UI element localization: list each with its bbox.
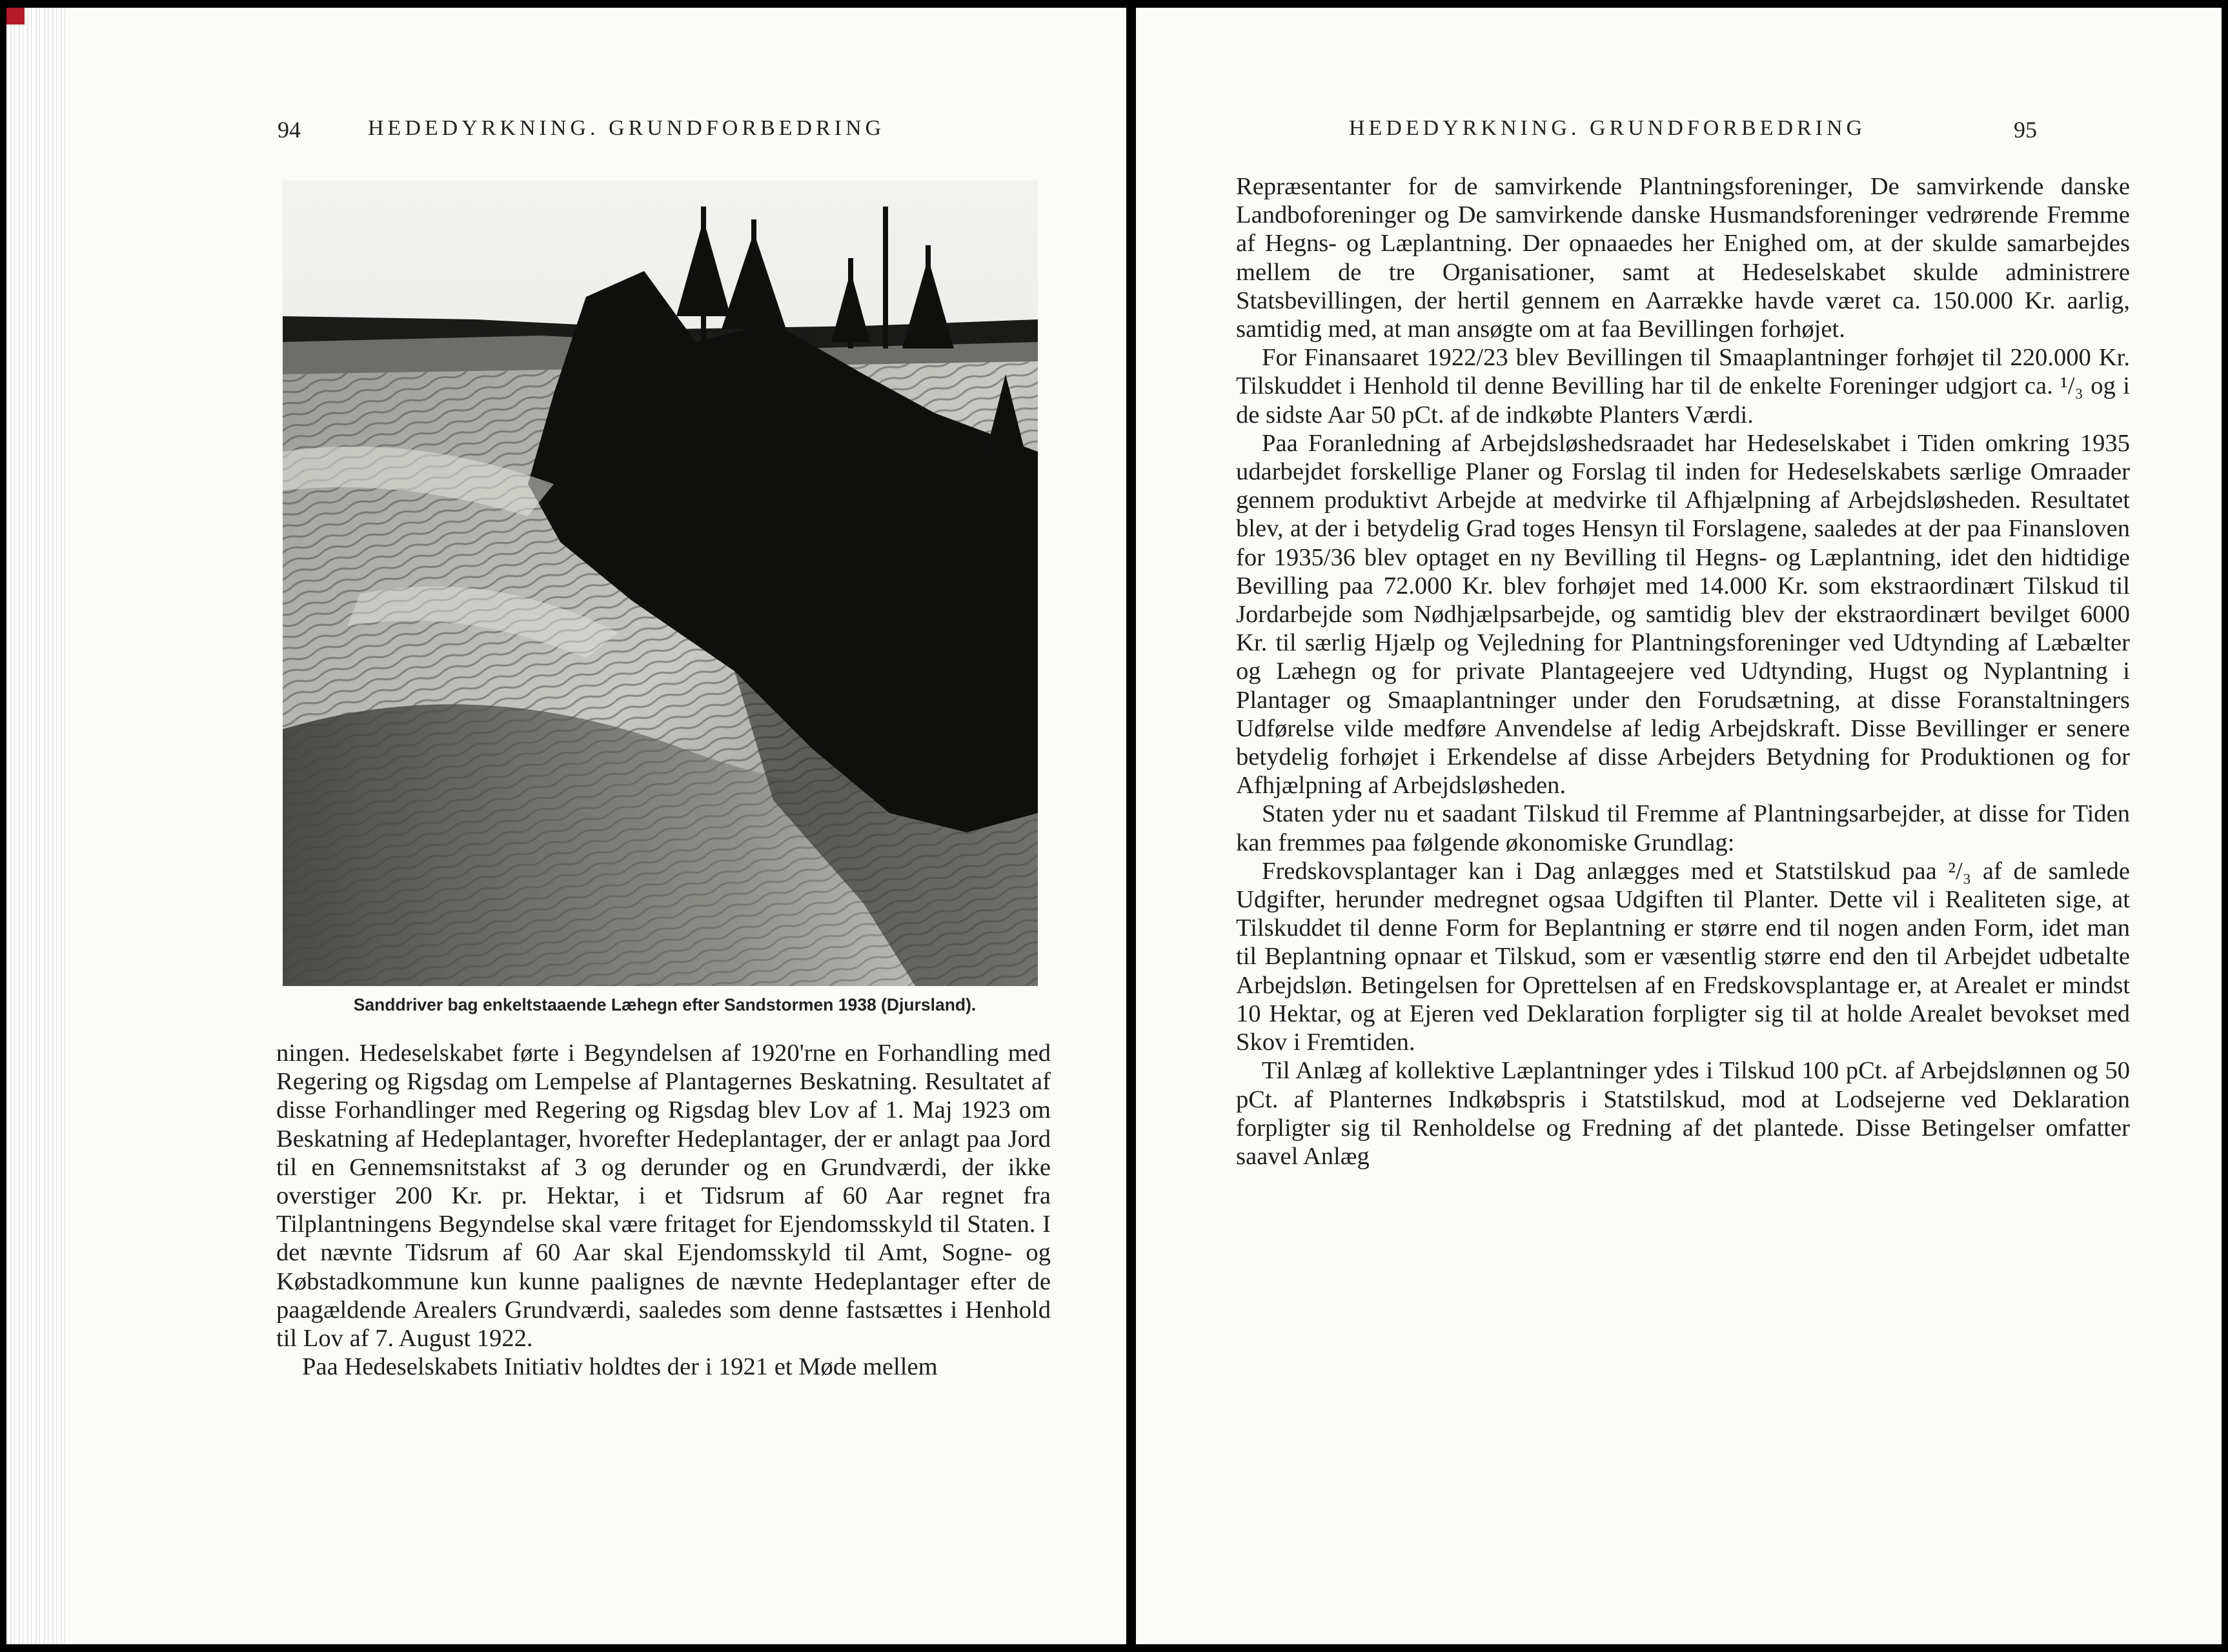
running-head-right: HEDEDYRKNING. GRUNDFORBEDRING — [1349, 116, 1867, 140]
photo-illustration — [283, 181, 1038, 986]
paragraph: Repræsentanter for de samvirkende Plantningsforeninger, De samvirkende danske Landboforeninger og De samvirkende danske Husmandsforeninger vedrørende Fremme af Hegns- og Læplantning. Der opnaaedes her Enighed om, at der skulde samarbejdes mellem de tre Organisationer, samt at Hedeselskabet skulde administrere Statsbevillingen, der hertil gennem en Aarrække havde været ca. 150.000 Kr. aarlig, samtidig med, at man ansøgte om at faa Bevillingen forhøjet. — [1236, 173, 2130, 343]
sand-drift-photo — [283, 181, 1038, 986]
page-edge-stack — [6, 8, 68, 1644]
page-number-left: 94 — [278, 117, 301, 143]
paragraph: Paa Foranledning af Arbejdsløshedsraadet har Hedeselskabet i Tiden omkring 1935 udarbejdet forskellige Planer og Forslag til inden for Hedeselskabets særlige Omraader gennem produktivt Arbejde at medvirke til Afhjælpning af Arbejdsløsheden. Resultatet blev, at der i betydelig Grad toges Hensyn til Forslagene, saaledes at der paa Finansloven for 1935/36 blev optaget en ny Bevilling til Hegns- og Læplantning, idet den hidtidige Bevilling paa 72.000 Kr. blev forhøjet med 14.000 Kr. som ekstraordinært Tilskud til Jordarbejde som Nødhjælpsarbejde, og samtidig blev der ekstraordinært bevilget 6000 Kr. til særlig Hjælp og Vejledning for Plantningsforeninger ved Udtynding af Læbælter og Læhegn og for private Plantageejere ved Udtynding, Hugst og Nyplantning i Plantager og Smaaplantninger under den Forudsætning, at disse Foranstaltningers Udførelse vilde medføre Anvendelse af ledig Arbejdskraft. Disse Bevillinger er senere betydelig forhøjet i Erkendelse af disse Arbejders Betydning for Produktionen og for Afhjælpning af Arbejdsløsheden. — [1236, 429, 2130, 800]
running-head-left: HEDEDYRKNING. GRUNDFORBEDRING — [368, 116, 886, 140]
right-body-text — [1236, 172, 2130, 1171]
paragraph: ningen. Hedeselskabet førte i Begyndelsen af 1920'rne en Forhandling med Regering og Rigsdag om Lempelse af Plantagernes Beskatning. Resultatet af disse Forhandlinger med Regering og Rigsdag blev Lov af 1. Maj 1923 om Beskatning af Hedeplantager, hvorefter Hedeplantager, der er anlagt paa Jord til en Gennemsnitstakst af 3 og derunder og en Grundværdi, der ikke overstiger 200 Kr. pr. Hektar, i et Tidsrum af 60 Aar regnet fra Tilplantningens Begyndelse skal være fritaget for Ejendomsskyld til Staten. I det nævnte Tidsrum af 60 Aar skal Ejendomsskyld til Amt, Sogne- og Købstadkommune kun kunne paalignes de nævnte Hedeplantager efter de paagældende Arealers Grundværdi, saaledes som denne fastsættes i Henhold til Lov af 7. August 1922. — [276, 1040, 1051, 1353]
left-page — [6, 8, 1126, 1644]
paragraph: Fredskovsplantager kan i Dag anlægges med et Statstilskud paa ²/₃ af de samlede Udgifter, herunder medregnet ogsaa Udgiften til Planter. Dette vil i Realiteten sige, at Tilskuddet til denne Form for Beplantning er større end til nogen anden Form, idet man til Beplantning opnaar et Tilskud, som er væsentlig større end den til Arbejdet udbetalte Arbejdsløn. Betingelsen for Oprettelsen af en Fredskovsplantage er, at Arealet er mindst 10 Hektar, og at Ejeren ved Deklaration forpligter sig til at holde Arealet bevokset med Skov i Fremtiden. — [1236, 857, 2130, 1056]
right-page — [1136, 8, 2222, 1644]
left-body-text — [276, 1039, 1051, 1381]
paragraph: For Finansaaret 1922/23 blev Bevillingen til Smaaplantninger forhøjet til 220.000 Kr. Tilskuddet i Henhold til denne Bevilling har til de enkelte Foreninger udgjort ca. ¹/₃ og i de sidste Aar 50 pCt. af de indkøbte Planters Værdi. — [1236, 344, 2130, 428]
paragraph: Staten yder nu et saadant Tilskud til Fremme af Plantningsarbejder, at disse for Tiden kan fremmes paa følgende økonomiske Grundlag: — [1236, 800, 2130, 856]
page-number-right: 95 — [2014, 117, 2037, 143]
paragraph: Til Anlæg af kollektive Læplantninger ydes i Tilskud 100 pCt. af Arbejdslønnen og 50 pCt. af Planternes Indkøbspris i Statstilskud, mod at Lodsejerne ved Deklaration forpligter sig til Renholdelse og Fredning af det plantede. Disse Betingelser omfatter saavel Anlæg — [1236, 1057, 2130, 1170]
photo-caption: Sanddriver bag enkeltstaaende Læhegn efter Sandstormen 1938 (Djursland). — [353, 995, 977, 1014]
paragraph: Paa Hedeselskabets Initiativ holdtes der i 1921 et Møde mellem — [302, 1353, 938, 1381]
bookmark-edge — [6, 8, 25, 25]
